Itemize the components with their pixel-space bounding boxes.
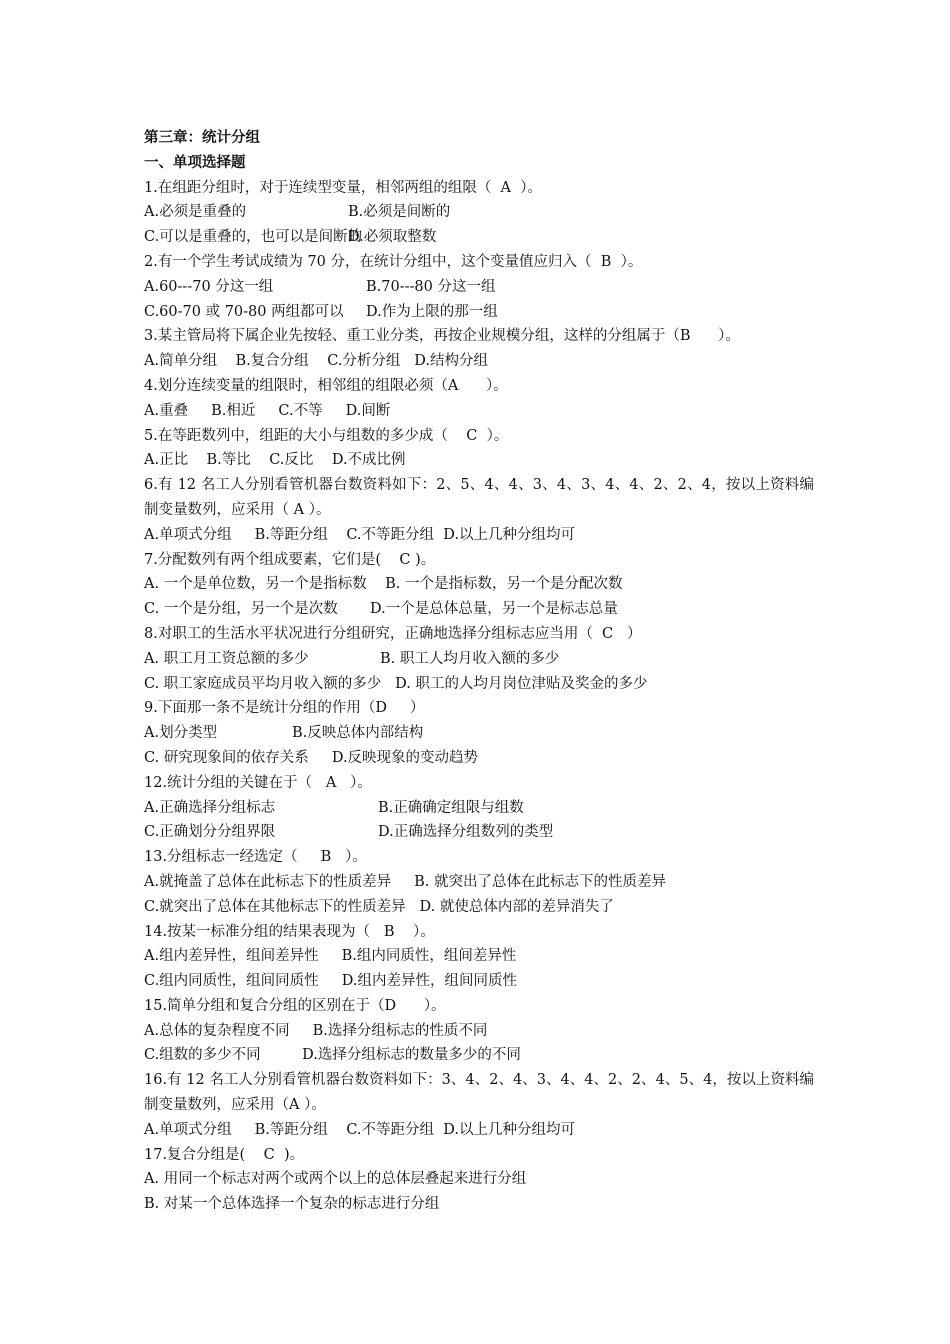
option-text: A.总体的复杂程度不同 B.选择分组标志的性质不同	[144, 1022, 488, 1039]
option-row	[144, 275, 814, 300]
option-text: A. 用同一个标志对两个或两个以上的总体层叠起来进行分组	[144, 1171, 527, 1188]
option-text: B.必须是间断的	[348, 204, 451, 221]
option-row	[144, 672, 814, 697]
option-row	[144, 399, 814, 424]
option-text: C. 研究现象间的依存关系 D.反映现象的变动趋势	[144, 749, 479, 766]
option-text: A.划分类型	[144, 725, 218, 742]
question-stem: 17.复合分组是( C )。	[144, 1146, 305, 1163]
option-text: A.必须是重叠的	[144, 204, 247, 221]
option-row	[144, 448, 814, 473]
option-text: B. 职工人均月收入额的多少	[380, 650, 560, 667]
option-text: A. 一个是单位数，另一个是指标数 B. 一个是指标数，另一个是分配次数	[144, 576, 623, 593]
chapter-title: 第三章：统计分组	[144, 129, 260, 146]
question-item	[144, 176, 814, 250]
option-text: D.必须取整数	[348, 229, 437, 246]
question-item	[144, 771, 814, 845]
question-item	[144, 548, 814, 622]
option-text: B.反映总体内部结构	[292, 725, 424, 742]
option-row	[144, 870, 814, 895]
question-stem: 7.分配数列有两个组成要素，它们是( C )。	[144, 551, 436, 568]
question-item	[144, 1143, 814, 1217]
option-row	[144, 597, 814, 622]
option-row	[144, 1118, 814, 1143]
option-text: B.正确确定组限与组数	[378, 799, 524, 816]
option-row	[144, 1043, 814, 1068]
option-row	[144, 820, 814, 845]
question-item	[144, 994, 814, 1068]
option-text: A.单项式分组 B.等距分组 C.不等距分组 D.以上几种分组均可	[144, 526, 575, 543]
question-stem: 1.在组距分组时，对于连续型变量，相邻两组的组限（ A ）。	[144, 179, 542, 196]
option-text: D.作为上限的那一组	[366, 303, 498, 320]
option-row	[144, 721, 814, 746]
question-item	[144, 374, 814, 424]
question-stem: 2.有一个学生考试成绩为 70 分，在统计分组中，这个变量值应归入（ B ）。	[144, 253, 643, 270]
option-text: A.正比 B.等比 C.反比 D.不成比例	[144, 452, 406, 469]
option-text: C.正确划分分组界限	[144, 824, 276, 841]
question-stem: 15.简单分组和复合分组的区别在于（D ）。	[144, 997, 446, 1014]
option-row	[144, 523, 814, 548]
option-row	[144, 572, 814, 597]
question-stem: 5.在等距数列中，组距的大小与组数的多少成（ C ）。	[144, 427, 509, 444]
question-item	[144, 696, 814, 770]
option-text: A.单项式分组 B.等距分组 C.不等距分组 D.以上几种分组均可	[144, 1121, 575, 1138]
option-text: B.70---80 分这一组	[366, 278, 496, 295]
option-row	[144, 1019, 814, 1044]
question-stem: 9.下面那一条不是统计分组的作用（D ）	[144, 700, 425, 717]
option-row	[144, 225, 814, 250]
document-body	[144, 126, 814, 1217]
question-item	[144, 920, 814, 994]
option-text: A.重叠 B.相近 C.不等 D.间断	[144, 402, 391, 419]
question-stem: 4.划分连续变量的组限时，相邻组的组限必须（A ）。	[144, 377, 508, 394]
option-text: A. 职工月工资总额的多少	[144, 650, 309, 667]
question-item	[144, 473, 814, 547]
question-stem: 16.有 12 名工人分别看管机器台数资料如下：3、4、2、4、3、4、4、2、2、4、5、4，按以上资料编制变量数列，应采用（A ）。	[144, 1072, 814, 1114]
option-text: A.简单分组 B.复合分组 C.分析分组 D.结构分组	[144, 353, 488, 370]
option-text: C.就突出了总体在其他标志下的性质差异 D. 就使总体内部的差异消失了	[144, 898, 614, 915]
option-text: C.组内同质性，组间同质性 D.组内差异性，组间同质性	[144, 973, 517, 990]
option-row	[144, 1167, 814, 1192]
question-stem: 14.按某一标准分组的结果表现为（ B ）。	[144, 923, 435, 940]
question-stem: 13.分组标志一经选定（ B ）。	[144, 849, 367, 866]
question-item	[144, 324, 814, 374]
option-text: D.正确选择分组数列的类型	[378, 824, 554, 841]
option-text: C.组数的多少不同 D.选择分组标志的数量多少的不同	[144, 1047, 521, 1064]
question-item	[144, 250, 814, 324]
option-row	[144, 746, 814, 771]
question-stem: 6.有 12 名工人分别看管机器台数资料如下：2、5、4、4、3、4、3、4、4、2、2、4，按以上资料编制变量数列，应采用（ A ）。	[144, 477, 814, 518]
option-text: B. 对某一个总体选择一个复杂的标志进行分组	[144, 1196, 440, 1213]
question-item	[144, 1068, 814, 1142]
option-row	[144, 200, 814, 225]
option-row	[144, 969, 814, 994]
question-item	[144, 424, 814, 474]
question-item	[144, 622, 814, 696]
question-list	[144, 176, 814, 1217]
option-text: A.就掩盖了总体在此标志下的性质差异 B. 就突出了总体在此标志下的性质差异	[144, 873, 666, 890]
question-stem: 8.对职工的生活水平状况进行分组研究，正确地选择分组标志应当用（ C ）	[144, 625, 642, 642]
option-row	[144, 796, 814, 821]
option-text: C. 一个是分组，另一个是次数 D.一个是总体总量，另一个是标志总量	[144, 601, 618, 618]
option-row	[144, 944, 814, 969]
option-row	[144, 647, 814, 672]
option-text: C.60-70 或 70-80 两组都可以	[144, 303, 344, 320]
question-stem: 12.统计分组的关键在于（ A ）。	[144, 774, 372, 791]
question-item	[144, 845, 814, 919]
option-text: A.正确选择分组标志	[144, 799, 276, 816]
option-row	[144, 300, 814, 325]
option-row	[144, 1192, 814, 1217]
option-row	[144, 895, 814, 920]
section-title: 一、单项选择题	[144, 153, 246, 171]
option-text: A.60---70 分这一组	[144, 278, 274, 295]
option-text: A.组内差异性，组间差异性 B.组内同质性，组间差异性	[144, 948, 517, 965]
option-text: C. 职工家庭成员平均月收入额的多少 D. 职工的人均月岗位津贴及奖金的多少	[144, 675, 648, 692]
option-row	[144, 349, 814, 374]
question-stem: 3.某主管局将下属企业先按轻、重工业分类，再按企业规模分组，这样的分组属于（B ）。	[144, 328, 740, 345]
option-text: C.可以是重叠的，也可以是间断的	[144, 229, 363, 246]
